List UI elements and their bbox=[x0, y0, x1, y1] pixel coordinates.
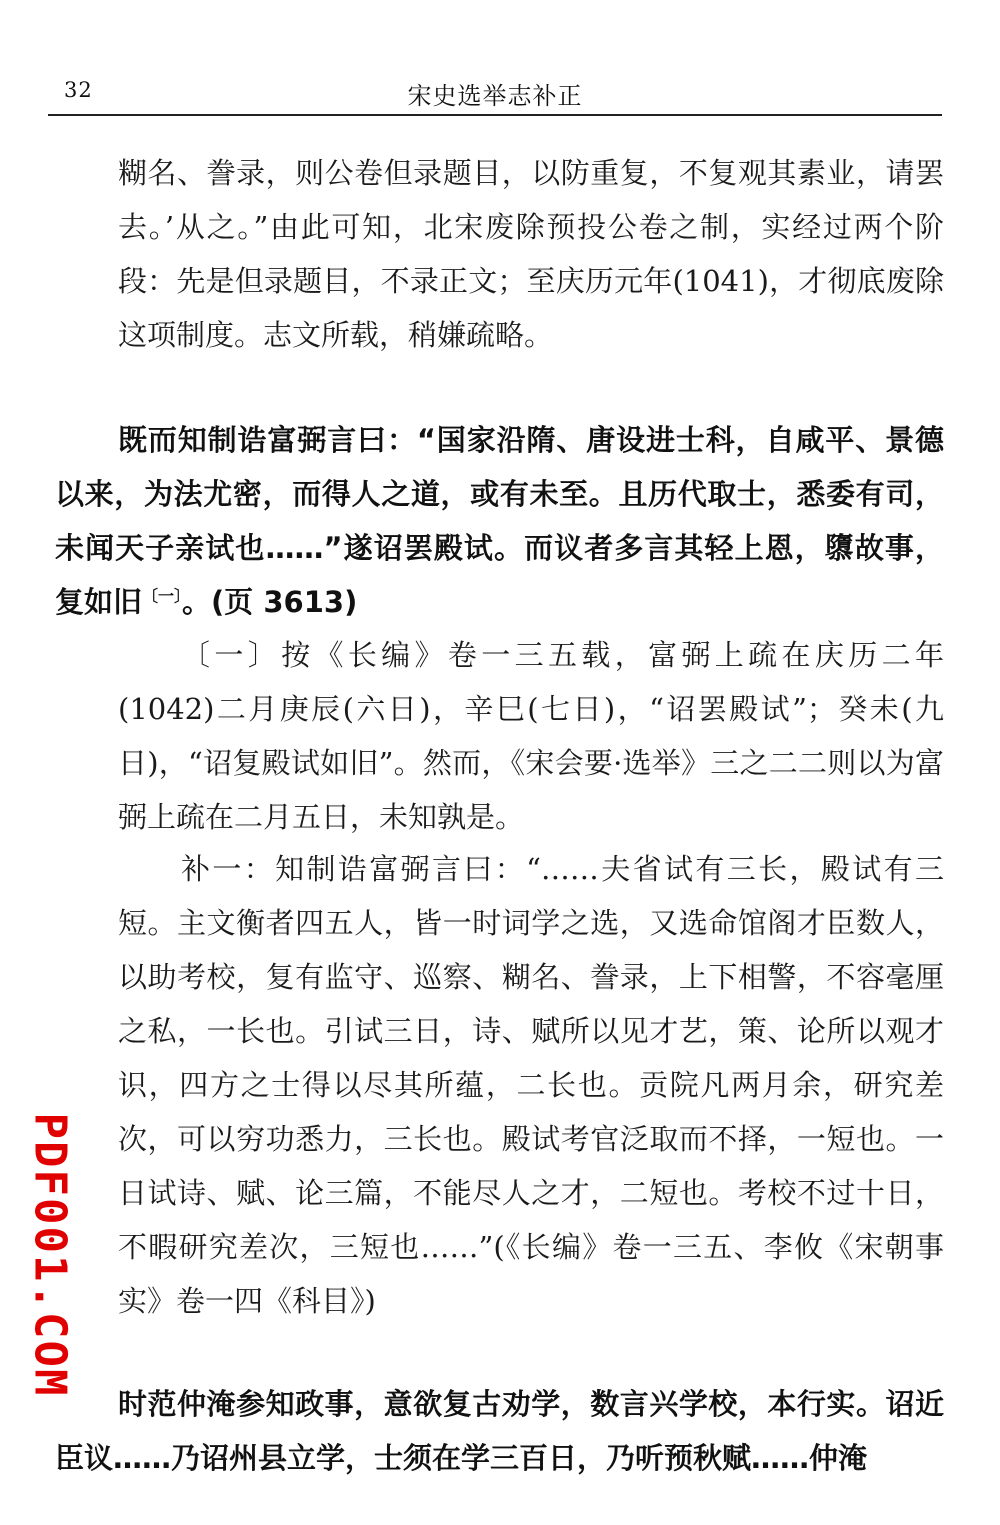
note-1: 〔一〕按《长编》卷一三五载，富弼上疏在庆历二年(1042)二月庚辰(六日)，辛巳(七日)，“诏罢殿试”；癸未(九日)，“诏复殿试如旧”。然而，《宋会要·选举》三之二二则以为富弼上疏在二月五日，未知孰是。 bbox=[118, 638, 944, 834]
source-text-paragraph-2: 时范仲淹参知政事，意欲复古劝学，数言兴学校，本行实。诏近臣议……乃诏州县立学，士须在学三百日，乃听预秋赋……仲淹 bbox=[55, 1387, 944, 1475]
supplement-1: 补一：知制诰富弼言曰：“……夫省试有三长，殿试有三短。主文衡者四五人，皆一时词学之选，又选命馆阁才臣数人，以助考校，复有监守、巡察、糊名、誊录，上下相警，不容毫厘之私，一长也。引试三日，诗、赋所以见才艺，策、论所以观才识，四方之士得以尽其所蕴，二长也。贡院凡两月余，研究差次，可以穷功悉力，三长也。殿试考官泛取而不择，一短也。一日试诗、赋、论三篇，不能尽人之才，二短也。考校不过十日，不暇研究差次，三短也……”(《长编》卷一三五、李攸《宋朝事实》卷一四《科目》) bbox=[118, 852, 944, 1318]
source-text-paragraph-1 bbox=[55, 413, 944, 629]
source-text-1-main: 既而知制诰富弼言曰：“国家沿隋、唐设进士科，自咸平、景德以来，为法尤密，而得人之道，或有未至。且历代取士，悉委有司，未闻天子亲试也……”遂诏罢殿试。而议者多言其轻上恩，隳故事，复如旧 bbox=[55, 423, 944, 619]
source-text-1-page-ref: 。(页 3613) bbox=[182, 585, 358, 619]
note-marker-1: 〔一〕 bbox=[142, 586, 183, 606]
running-title: 宋史选举志补正 bbox=[407, 82, 583, 110]
watermark: PDF001.COM bbox=[24, 1112, 76, 1398]
commentary-paragraph-continued: 糊名、誊录，则公卷但录题目，以防重复，不复观其素业，请罢去。’从之。”由此可知，北宋废除预投公卷之制，实经过两个阶段：先是但录题目，不录正文；至庆历元年(1041)，才彻底废除这项制度。志文所载，稍嫌疏略。 bbox=[118, 156, 944, 352]
page-number: 32 bbox=[64, 78, 93, 102]
page-header bbox=[48, 72, 942, 116]
